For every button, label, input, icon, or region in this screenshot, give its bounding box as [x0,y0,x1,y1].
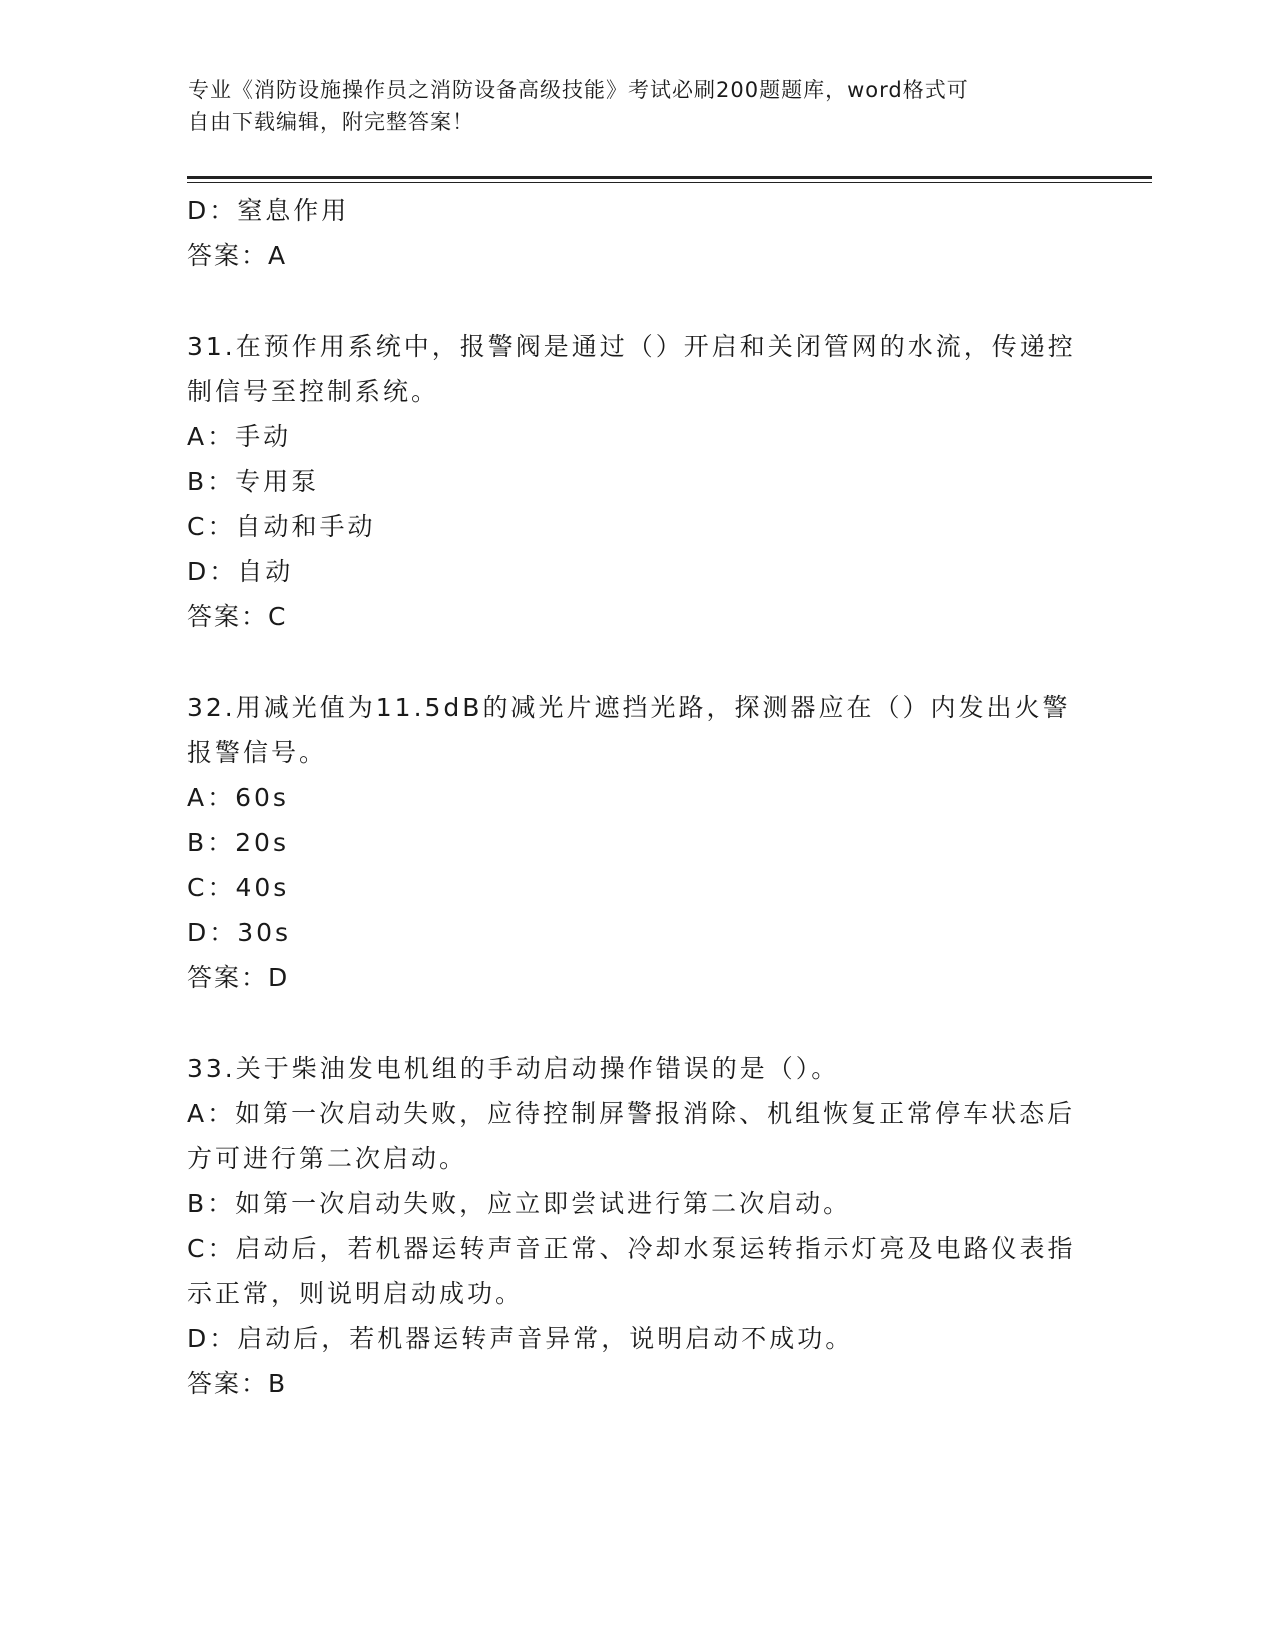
question-stem: 32.用减光值为11.5dB的减光片遮挡光路，探测器应在（）内发出火警报警信号。 [187,693,1071,767]
option-d: D：自动 [187,557,294,586]
carryover-block [187,188,1087,278]
answer-value: B [268,1369,287,1398]
header-divider-thick [187,176,1152,179]
answer-label: 答案： [187,241,269,270]
answer-line [187,955,1087,1000]
question-list [187,188,1087,1406]
option-a: A：手动 [187,422,292,451]
question-32 [187,685,1087,1000]
answer-value: D [268,963,289,992]
answer-label: 答案： [187,1369,269,1398]
option-b: B：专用泵 [187,467,320,496]
answer-line [187,233,1087,278]
option-b: B：如第一次启动失败，应立即尝试进行第二次启动。 [187,1189,852,1218]
answer-label: 答案： [187,963,269,992]
answer-value: A [268,241,287,270]
option-d: D：30s [187,918,292,947]
option-d: D：窒息作用 [187,196,350,225]
answer-line [187,1361,1087,1406]
answer-value: C [268,602,287,631]
header-divider-thin [187,182,1152,183]
option-c: C：启动后，若机器运转声音正常、冷却水泵运转指示灯亮及电路仪表指示正常，则说明启动成功。 [187,1234,1076,1308]
header-line-1: 专业《消防设施操作员之消防设备高级技能》考试必刷200题题库，word格式可 [188,78,969,102]
question-33 [187,1046,1087,1406]
option-a: A：如第一次启动失败，应待控制屏警报消除、机组恢复正常停车状态后方可进行第二次启动。 [187,1099,1076,1173]
option-a: A：60s [187,783,289,812]
question-31 [187,324,1087,639]
question-stem: 31.在预作用系统中，报警阀是通过（）开启和关闭管网的水流，传递控制信号至控制系统。 [187,332,1076,406]
option-b: B：20s [187,828,289,857]
option-c: C：40s [187,873,290,902]
answer-line [187,594,1087,639]
header-line-2: 自由下载编辑，附完整答案！ [188,110,474,134]
option-d: D：启动后，若机器运转声音异常，说明启动不成功。 [187,1324,854,1353]
document-header [188,74,1088,138]
answer-label: 答案： [187,602,269,631]
question-stem: 33.关于柴油发电机组的手动启动操作错误的是（）。 [187,1054,840,1083]
option-c: C：自动和手动 [187,512,376,541]
